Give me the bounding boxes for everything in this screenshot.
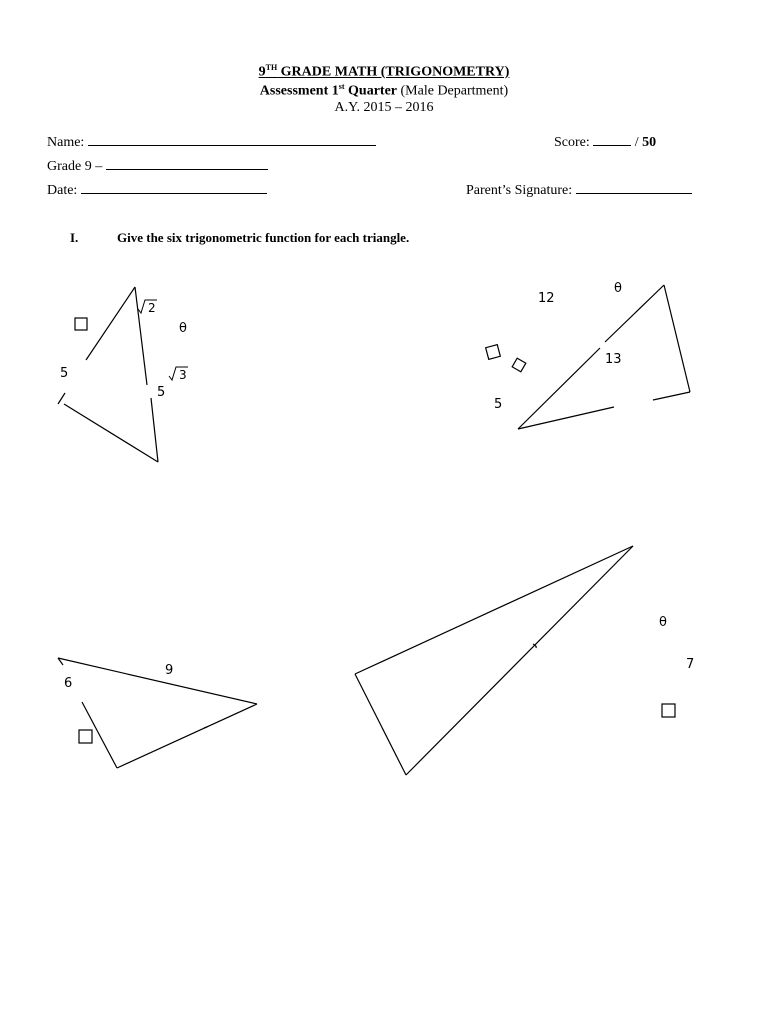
right-angle-box	[75, 318, 87, 330]
triangle-3-side-6: 6	[64, 676, 73, 691]
academic-year: A.Y. 2015 – 2016	[334, 100, 434, 115]
triangle-4-side-7: 7	[686, 657, 695, 672]
right-angle-box	[486, 345, 501, 360]
triangle-2	[486, 285, 690, 429]
date-label: Date:	[47, 183, 78, 198]
worksheet-title: 9TH GRADE MATH (TRIGONOMETRY)	[258, 63, 510, 80]
triangle-3-side-9: 9	[165, 663, 174, 678]
triangle-3	[58, 658, 257, 768]
triangle-2-theta: θ	[614, 281, 622, 296]
right-angle-box-small	[512, 358, 526, 372]
worksheet-subtitle: Assessment 1st Quarter (Male Department)	[259, 82, 509, 99]
triangle-1	[58, 287, 188, 462]
section-instruction: Give the six trigonometric function for each triangle.	[117, 230, 410, 245]
triangle-2-side-12: 12	[538, 291, 555, 306]
triangle-1-side-5-right: 5	[157, 385, 166, 400]
parent-signature-label: Parent’s Signature:	[466, 183, 573, 198]
triangle-4-theta: θ	[659, 615, 667, 630]
score-label: Score:	[554, 135, 590, 150]
right-angle-box	[662, 704, 675, 717]
right-angle-box	[79, 730, 92, 743]
name-label: Name:	[47, 135, 85, 150]
triangle-2-side-5: 5	[494, 397, 503, 412]
triangle-4	[355, 546, 675, 775]
triangle-1-theta: θ	[179, 321, 187, 336]
triangle-1-sqrt3: 3	[179, 368, 187, 382]
score-total: 50	[642, 135, 657, 150]
triangle-1-sqrt2: 2	[148, 301, 156, 315]
section-number: I.	[70, 230, 79, 245]
grade-label: Grade 9 –	[47, 159, 103, 174]
score-field: Score: / 50	[554, 135, 657, 150]
triangle-1-side-5-left: 5	[60, 366, 69, 381]
triangle-2-side-13: 13	[605, 352, 622, 367]
